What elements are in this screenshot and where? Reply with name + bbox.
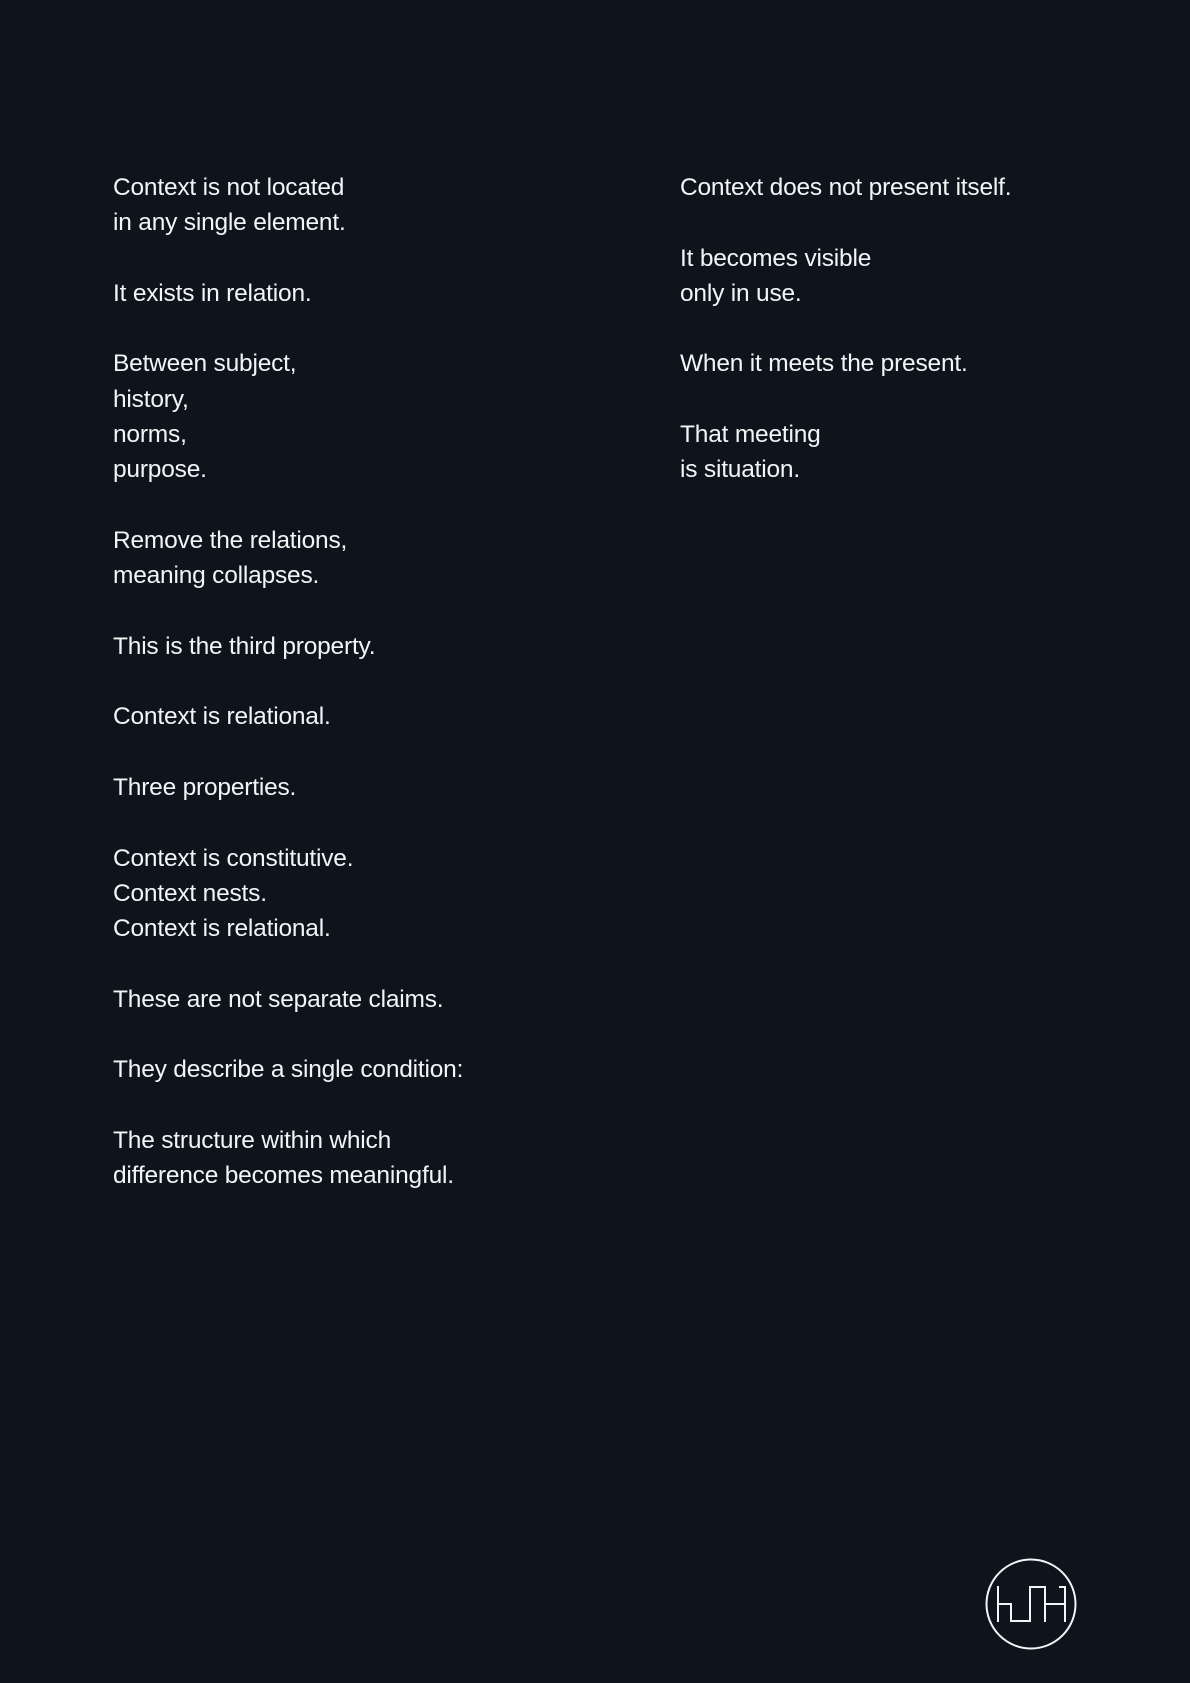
text-line: Remove the relations, [113, 526, 348, 554]
text-line: history, [113, 385, 189, 413]
stanza [113, 170, 633, 241]
text-line: meaning collapses. [113, 562, 320, 590]
text-line: is situation. [680, 456, 800, 484]
text-line: Context does not present itself. [680, 174, 1012, 201]
stanza [680, 241, 1150, 312]
stanza [113, 346, 633, 487]
text-line: difference becomes meaningful. [113, 1162, 454, 1190]
text-line: Context is not located [113, 174, 345, 201]
text-line: Context nests. [113, 879, 267, 907]
stanza [113, 699, 633, 734]
stanza [113, 841, 633, 947]
text-line: Context is relational. [113, 703, 331, 731]
text-line: Context is constitutive. [113, 844, 354, 872]
text-line: Context is relational. [113, 915, 331, 943]
text-line: purpose. [113, 456, 207, 484]
text-line: They describe a single condition: [113, 1056, 464, 1084]
text-line: When it meets the present. [680, 350, 968, 378]
stanza [113, 1123, 633, 1194]
circle-monogram-logo-icon [985, 1558, 1077, 1650]
stanza [113, 770, 633, 805]
text-line: norms, [113, 421, 187, 449]
stanza [113, 629, 633, 664]
stanza [113, 1052, 633, 1087]
text-line: Three properties. [113, 774, 297, 802]
stanza [680, 346, 1150, 381]
stanza [113, 523, 633, 594]
text-line: only in use. [680, 279, 802, 307]
text-line: That meeting [680, 421, 821, 449]
text-line: The structure within which [113, 1127, 392, 1155]
text-line: It exists in relation. [113, 279, 312, 307]
text-line: in any single element. [113, 209, 346, 237]
text-line: It becomes visible [680, 244, 872, 272]
text-line: This is the third property. [113, 632, 376, 660]
stanza [680, 170, 1150, 205]
left-text-column [113, 170, 633, 1229]
stanza [113, 982, 633, 1017]
text-line: These are not separate claims. [113, 985, 444, 1013]
stanza [680, 417, 1150, 488]
stanza [113, 276, 633, 311]
text-line: Between subject, [113, 350, 297, 378]
right-text-column [680, 170, 1150, 523]
